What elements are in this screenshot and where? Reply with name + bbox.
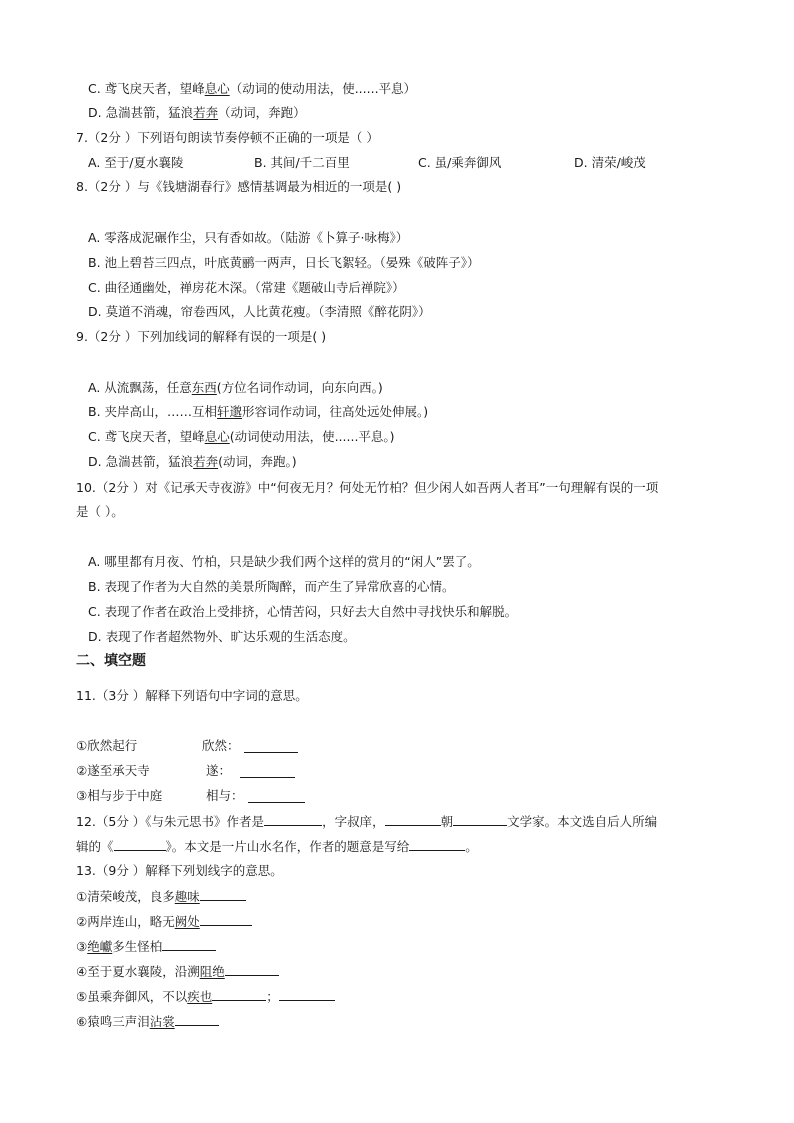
underlined-word: 趣味 bbox=[174, 889, 200, 904]
underlined-word: 阻绝 bbox=[199, 964, 225, 979]
q13-stem: 13.（9分 ）解释下列划线字的意思。 bbox=[76, 863, 283, 878]
underlined-word: 绝巘 bbox=[87, 939, 113, 954]
underlined-word: 沾裳 bbox=[149, 1014, 175, 1029]
q9-option-c: C. 鸢飞戾天者，望峰息心(动词使动用法，使......平息。) bbox=[88, 429, 395, 444]
answer-blank[interactable] bbox=[175, 1012, 219, 1026]
q13-item-2: ②两岸连山，略无阙处 bbox=[76, 912, 252, 931]
q10-stem-line1: 10.（2分 ）对《记承天寺夜游》中“何夜无月？何处无竹柏？但少闲人如吾两人者耳”一句理解有误的一项 bbox=[76, 480, 659, 495]
underlined-word: 息心 bbox=[204, 81, 230, 96]
q12-line2: 辑的《 》。本文是一片山水名作，作者的题意是写给 。 bbox=[76, 839, 478, 854]
q9-option-d: D. 急湍甚箭，猛浪若奔(动词，奔跑。) bbox=[88, 454, 297, 469]
q9-option-a: A. 从流飘荡，任意东西(方位名词作动词，向东向西。) bbox=[88, 380, 383, 395]
underlined-word: 轩邈 bbox=[217, 404, 243, 419]
q10-stem-line2: 是（ ）。 bbox=[76, 504, 124, 519]
q11-item-2: ②遂至承天寺 遂： bbox=[76, 762, 150, 780]
q12-line1: 12.（5分 ）《与朱元思书》作者是 ，字叔庠， 朝 文学家。本文选自后人所编 bbox=[76, 814, 658, 829]
q6-option-d: D. 急湍甚箭，猛浪若奔（动词，奔跑） bbox=[88, 105, 306, 120]
answer-blank[interactable] bbox=[453, 812, 507, 826]
q7-option-b: B. 其间/千二百里 bbox=[254, 155, 350, 170]
q6-option-c: C. 鸢飞戾天者，望峰息心（动词的使动用法，使......平息） bbox=[88, 81, 417, 96]
q13-item-3: ③绝巘多生怪柏 bbox=[76, 937, 216, 956]
q11-item-1: ①欣然起行 欣然： bbox=[76, 737, 137, 755]
answer-blank[interactable] bbox=[244, 739, 298, 753]
q9-stem: 9.（2分 ）下列加线词的解释有误的一项是( ) bbox=[76, 329, 327, 344]
answer-blank[interactable] bbox=[279, 987, 335, 1001]
answer-blank[interactable] bbox=[200, 887, 246, 901]
q8-stem: 8.（2分 ）与《钱塘湖春行》感情基调最为相近的一项是( ) bbox=[76, 179, 402, 194]
underlined-word: 若奔 bbox=[193, 454, 219, 469]
answer-blank[interactable] bbox=[248, 789, 305, 803]
underlined-word: 息心 bbox=[204, 429, 230, 444]
underlined-word: 疾也 bbox=[187, 989, 213, 1004]
answer-blank[interactable] bbox=[162, 937, 216, 951]
q13-item-5: ⑤虽乘奔御风，不以疾也 ； bbox=[76, 987, 335, 1006]
q10-option-a: A. 哪里都有月夜、竹柏，只是缺少我们两个这样的赏月的“闲人”罢了。 bbox=[88, 554, 480, 569]
q7-option-a: A. 至于/夏水襄陵 bbox=[88, 155, 184, 170]
section-title: 二、填空题 bbox=[76, 653, 146, 669]
answer-blank[interactable] bbox=[225, 962, 279, 976]
q11-stem: 11.（3分 ）解释下列语句中字词的意思。 bbox=[76, 688, 308, 703]
q8-option-c: C. 曲径通幽处，禅房花木深。（常建《题破山寺后禅院》） bbox=[88, 280, 405, 295]
answer-blank[interactable] bbox=[212, 987, 266, 1001]
q7-options bbox=[0, 154, 794, 172]
q13-item-4: ④至于夏水襄陵，沿溯阻绝 bbox=[76, 962, 279, 981]
q7-option-c: C. 虽/乘奔御风 bbox=[418, 155, 502, 170]
underlined-word: 东西 bbox=[191, 380, 217, 395]
answer-blank[interactable] bbox=[114, 837, 166, 851]
q11-item-3: ③相与步于中庭 相与： bbox=[76, 787, 162, 805]
answer-blank[interactable] bbox=[409, 837, 465, 851]
underlined-word: 阙处 bbox=[174, 914, 200, 929]
q8-option-d: D. 莫道不消魂，帘卷西风，人比黄花瘦。（李清照《醉花阴》） bbox=[88, 304, 431, 319]
answer-blank[interactable] bbox=[385, 812, 441, 826]
q10-option-b: B. 表现了作者为大自然的美景所陶醉，而产生了异常欣喜的心情。 bbox=[88, 579, 455, 594]
q8-option-b: B. 池上碧苔三四点，叶底黄鹂一两声，日长飞絮轻。（晏殊《破阵子》） bbox=[88, 255, 480, 270]
q13-item-1: ①清荣峻茂，良多趣味 bbox=[76, 887, 246, 906]
underlined-word: 若奔 bbox=[193, 105, 219, 120]
q8-option-a: A. 零落成泥碾作尘，只有香如故。（陆游《卜算子·咏梅》） bbox=[88, 230, 409, 245]
q10-option-c: C. 表现了作者在政治上受排挤，心情苦闷，只好去大自然中寻找快乐和解脱。 bbox=[88, 604, 518, 619]
q9-option-b: B. 夹岸高山，……互相轩邈形容词作动词，往高处远处伸展。) bbox=[88, 404, 429, 419]
answer-blank[interactable] bbox=[264, 812, 322, 826]
answer-blank[interactable] bbox=[240, 764, 295, 778]
q7-option-d: D. 清荣/峻茂 bbox=[574, 155, 646, 170]
q13-item-6: ⑥猿鸣三声泪沾裳 bbox=[76, 1012, 219, 1031]
q10-option-d: D. 表现了作者超然物外、旷达乐观的生活态度。 bbox=[88, 629, 356, 644]
q7-stem: 7.（2分 ）下列语句朗读节奏停顿不正确的一项是（ ） bbox=[76, 130, 379, 145]
answer-blank[interactable] bbox=[200, 912, 252, 926]
